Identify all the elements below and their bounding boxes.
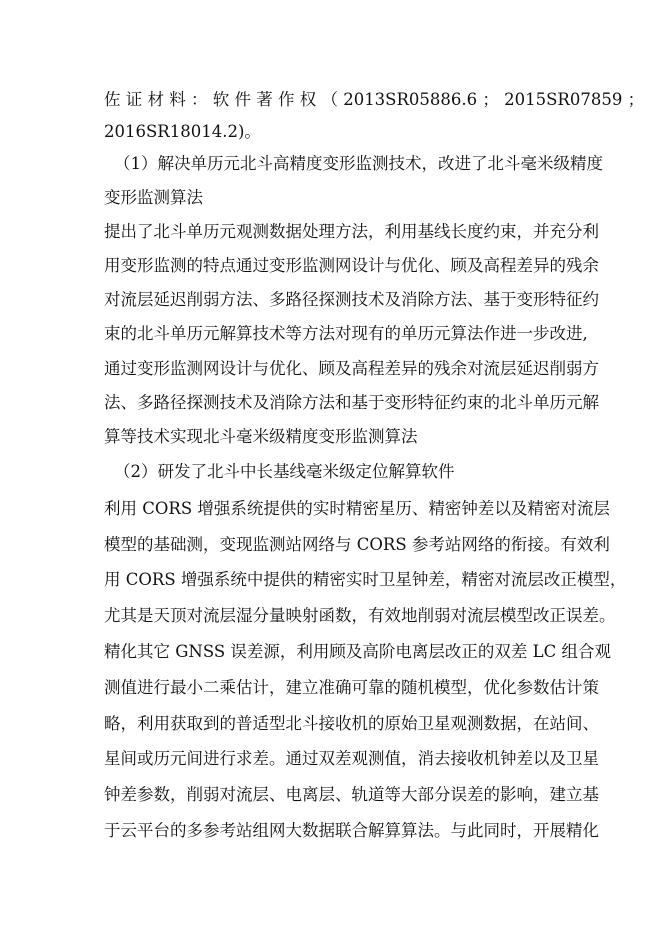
evidence-line-2: 2016SR18014.2)。 [104, 122, 261, 141]
section2-body-line: 尤其是天顶对流层湿分量映射函数，有效地削弱对流层模型改正误差。 [104, 606, 616, 625]
section2-body-line: 用 CORS 增强系统中提供的精密实时卫星钟差，精密对流层改正模型， [104, 570, 627, 589]
section1-body-line: 对流层延迟削弱方法、多路径探测技术及消除方法、基于变形特征约 [104, 290, 599, 309]
section2-body-line: 利用 CORS 增强系统提供的实时精密星历、精密钟差以及精密对流层 [104, 499, 610, 518]
section1-body-line: 提出了北斗单历元观测数据处理方法，利用基线长度约束，并充分利 [104, 222, 599, 241]
section1-heading-line-2: 变形监测算法 [104, 188, 203, 207]
evidence-line-1: 佐 证 材 料 ： 软 件 著 作 权 （ 2013SR05886.6 ； 2015SR07859 ； [104, 90, 645, 109]
section1-body-line: 束的北斗单历元解算技术等方法对现有的单历元算法作进一步改进, [104, 324, 588, 343]
section1-body-line: 算等技术实现北斗毫米级精度变形监测算法 [104, 427, 418, 446]
section2-body-line: 精化其它 GNSS 误差源，利用顾及高阶电离层改正的双差 LC 组合观 [104, 642, 611, 661]
section2-body-line: 测值进行最小二乘估计，建立准确可靠的随机模型，优化参数估计策 [104, 678, 599, 697]
section2-body-line: 略，利用获取到的普适型北斗接收机的原始卫星观测数据，在站间、 [104, 714, 599, 733]
section1-body-line: 法、多路径探测技术及消除方法和基于变形特征约束的北斗单历元解 [104, 393, 599, 412]
section1-body-line: 用变形监测的特点通过变形监测网设计与优化、顾及高程差异的残余 [104, 256, 599, 275]
section2-body-line: 星间或历元间进行求差。通过双差观测值，消去接收机钟差以及卫星 [104, 749, 599, 768]
section2-body-line: 模型的基础测，变现监测站网络与 CORS 参考站网络的衔接。有效利 [104, 535, 610, 554]
section2-heading: （2）研发了北斗中长基线毫米级定位解算软件 [114, 462, 455, 481]
section2-body-line: 钟差参数，削弱对流层、电离层、轨道等大部分误差的影响，建立基 [104, 785, 599, 804]
section2-body-line: 于云平台的多参考站组网大数据联合解算算法。与此同时，开展精化 [104, 821, 599, 840]
section1-heading-line-1: （1）解决单历元北斗高精度变形监测技术，改进了北斗毫米级精度 [114, 154, 603, 173]
section1-body-line: 通过变形监测网设计与优化、顾及高程差异的残余对流层延迟削弱方 [104, 359, 599, 378]
